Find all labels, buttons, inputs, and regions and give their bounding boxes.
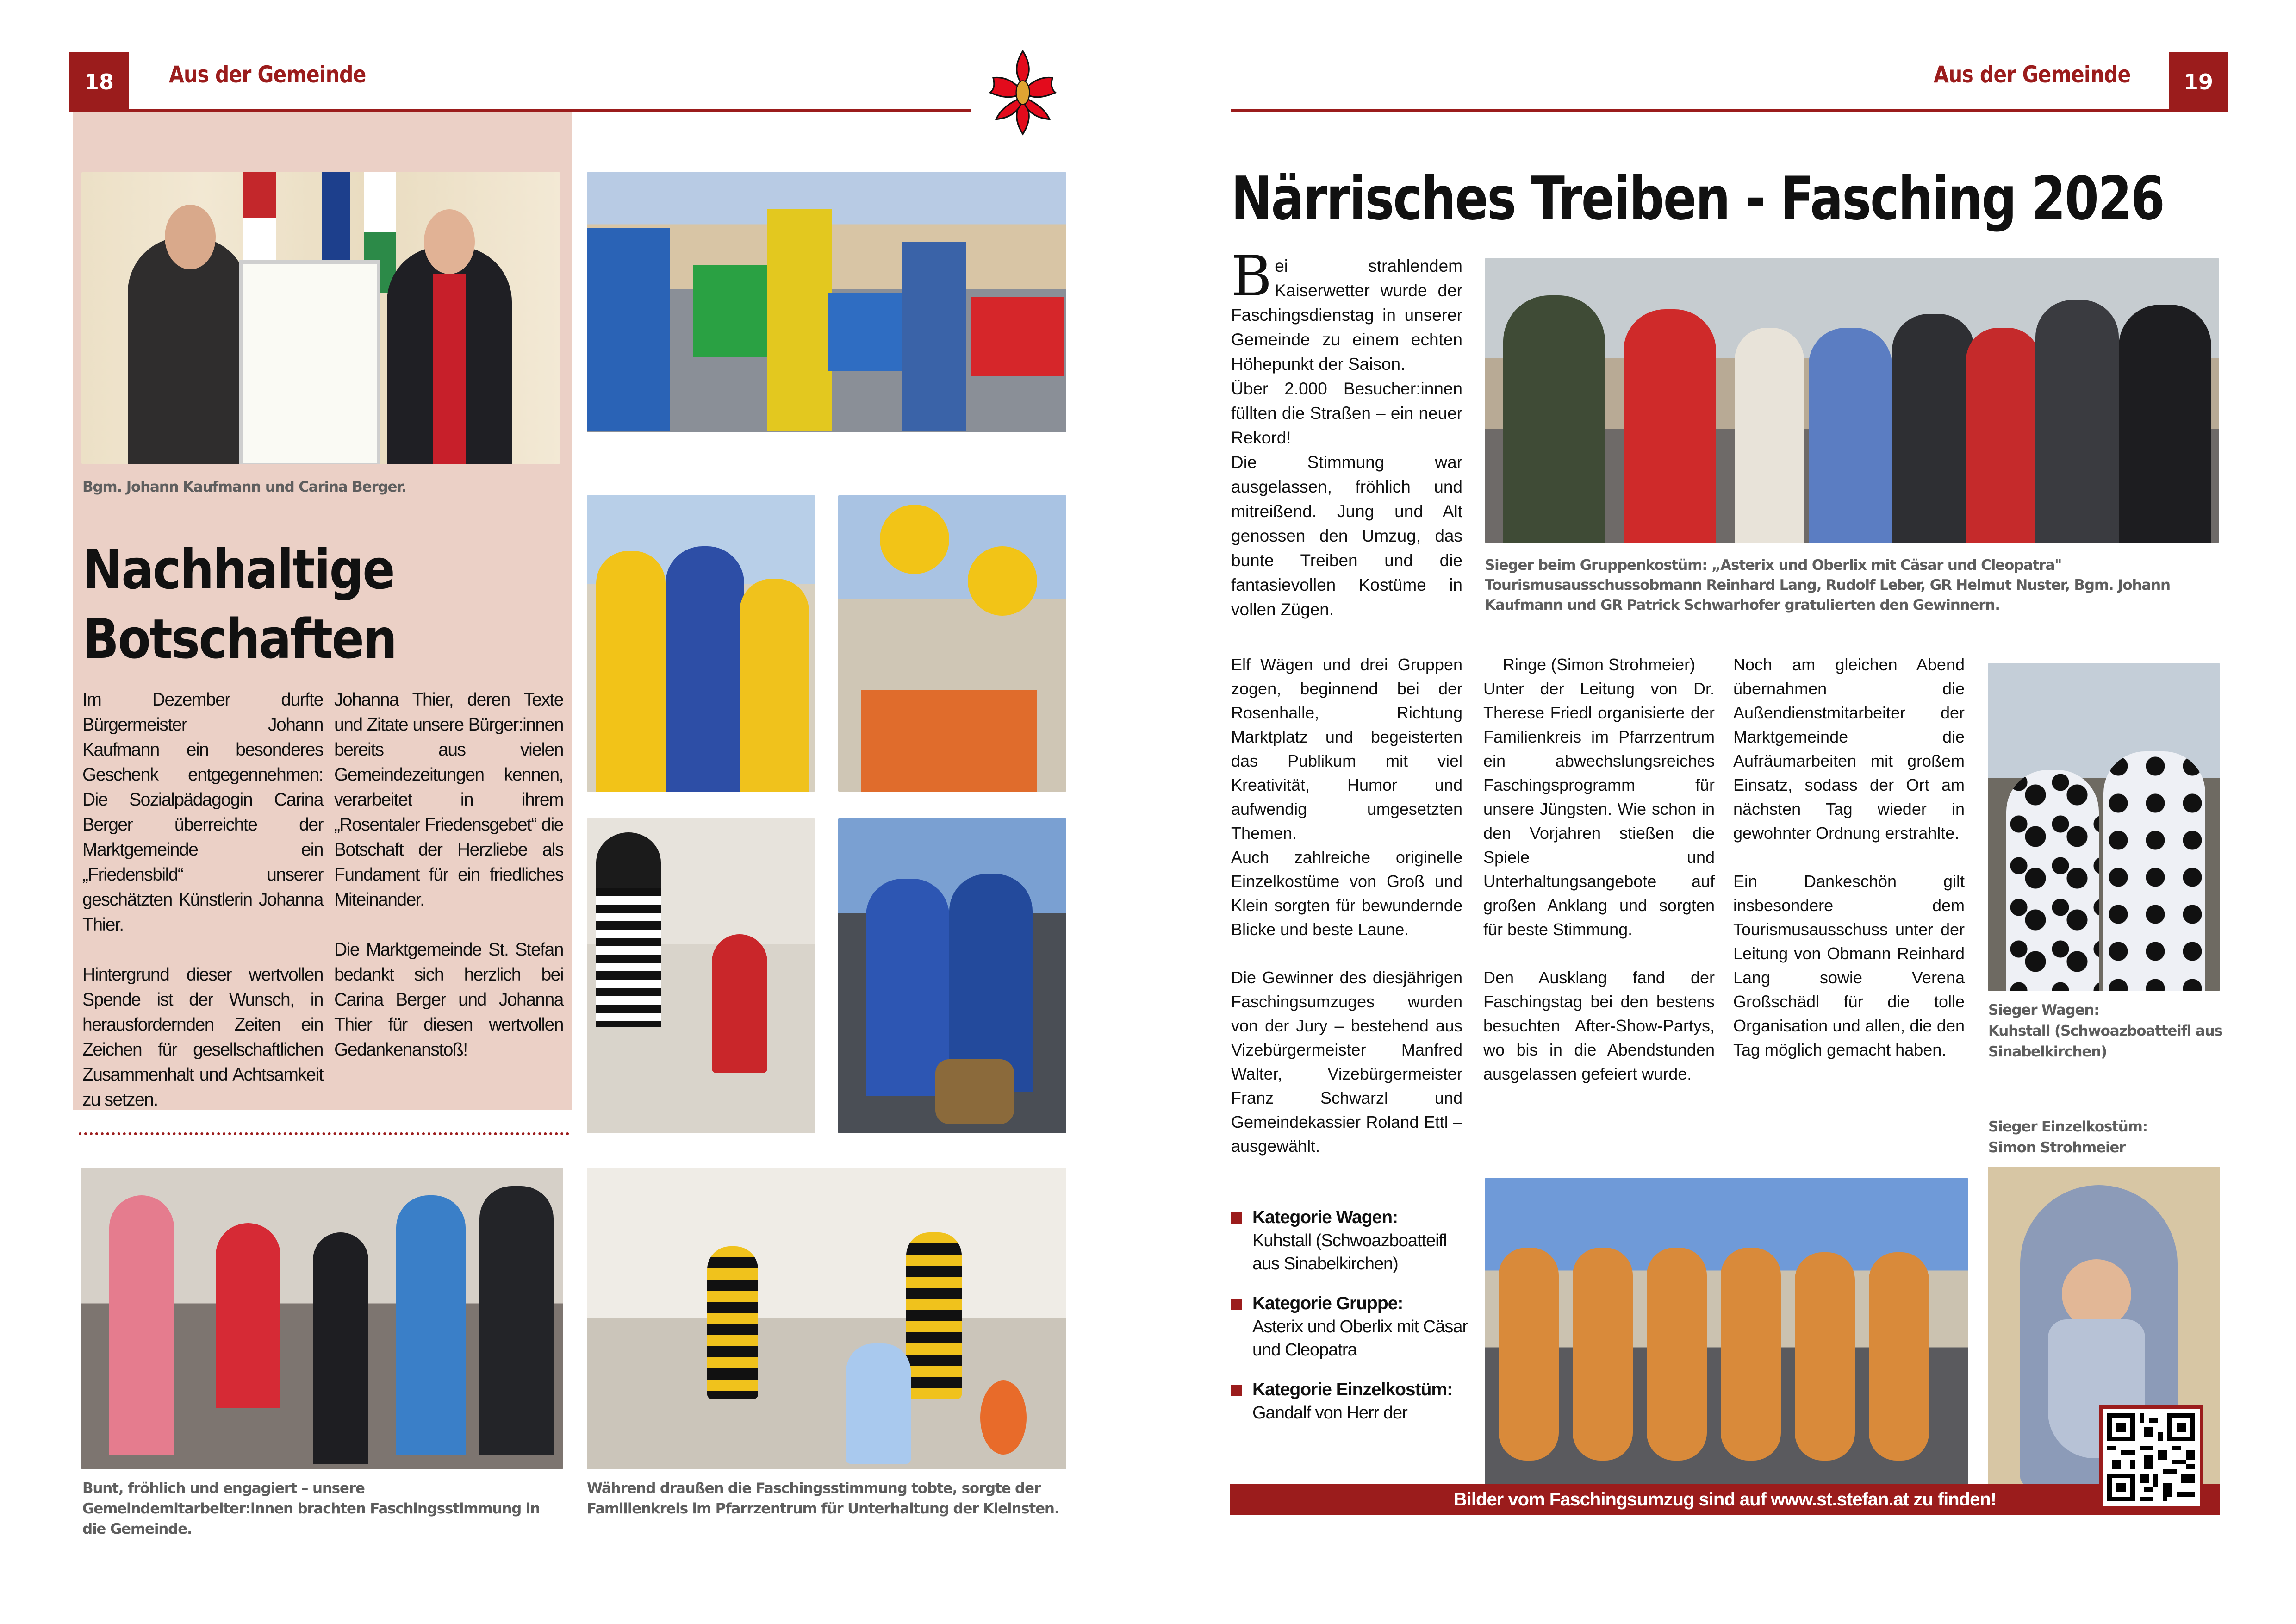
category-text: Asterix und Oberlix mit Cäsar und Cleopatra (1252, 1317, 1468, 1360)
article-paragraph: Hintergrund dieser wertvollen Spende ist der Wunsch, in herausfordernden Zeiten ein Zeichen für gesellschaftlichen Zusammenhalt und Achtsamkeit zu setzen. (82, 965, 323, 1110)
category-item (1231, 1378, 1472, 1424)
article-headline (82, 535, 396, 674)
staff-photo-caption: Bunt, fröhlich und engagiert – unsere Gemeindemitarbeiter:innen brachten Faschingsstimmung in die Gemeinde. (82, 1480, 540, 1537)
article-paragraph: Die Gewinner des diesjährigen Faschingsumzuges wurden von der Jury – bestehend aus Vizebürgermeister Manfred Walter, Vizebürgermeister Franz Schwarzl und Gemeindekassier Roland Ettl – ausgewählt. (1231, 968, 1462, 1156)
qr-code-icon[interactable] (2099, 1405, 2203, 1509)
square-bullet-icon (1231, 1212, 1242, 1224)
section-title-right: Aus der Gemeinde (1934, 61, 2131, 88)
einzel-caption-text: Simon Strohmeier (1988, 1139, 2126, 1156)
staff-costume-photo (81, 1168, 563, 1469)
category-title: Kategorie Einzelkostüm: (1252, 1380, 1453, 1399)
winner-categories (1231, 1206, 1472, 1441)
category-title: Kategorie Gruppe: (1252, 1293, 1403, 1313)
kids-party-photo (587, 818, 815, 1133)
article-paragraph: Auch zahlreiche originelle Einzelkostüme von Groß und Klein sorgten für bewundernde Blicke und beste Laune. (1231, 848, 1462, 939)
category-item (1231, 1206, 1472, 1275)
footer-banner (1230, 1484, 2220, 1515)
category-text: Gandalf von Herr der (1252, 1403, 1407, 1423)
headline-line-2: Botschaften (82, 607, 396, 671)
rose-emblem-icon (986, 46, 1060, 139)
category-text: Kuhstall (Schwoazboatteifl aus Sinabelkirchen) (1252, 1231, 1447, 1274)
kids-photo-caption: Während draußen die Faschingsstimmung tobte, sorgte der Familienkreis im Pfarrzentrum für Unterhaltung der Kleinsten. (587, 1480, 1059, 1517)
category-item (1231, 1292, 1472, 1362)
intro-paragraph: Bei strahlendem Kaiserwetter wurde der Faschingsdienstag in unserer Gemeinde zu einem echten Höhepunkt der Saison. (1231, 244, 1462, 374)
intro-text: ei strahlendem Kaiserwetter wurde der Faschingsdienstag in unserer Gemeinde zu einem echten Höhepunkt der Saison. (1231, 256, 1462, 374)
article-paragraph: Den Ausklang fand der Faschingstag bei den bestens besuchten After-Show-Partys, wo bis in die Abendstunden ausgelassen gefeiert wurde. (1483, 968, 1715, 1083)
intro-column (1231, 244, 1462, 622)
article-col-1 (1231, 653, 1462, 1158)
category-title: Kategorie Wagen: (1252, 1207, 1398, 1227)
article-column-2 (334, 687, 563, 1062)
hotdog-group-photo (1485, 1178, 1968, 1486)
article-paragraph: Die Marktgemeinde St. Stefan bedankt sich herzlich bei Carina Berger und Johanna Thier für diesen wertvollen Gedankenanstoß! (334, 940, 563, 1060)
group-caption-line-1: Sieger beim Gruppenkostüm: „Asterix und Oberlix mit Cäsar und Cleopatra" (1485, 557, 2062, 574)
article-paragraph: Johanna Thier, deren Texte und Zitate unsere Bürger:innen bereits aus vielen Gemeindezeitungen kennen, verarbeitet in ihrem „Rosentaler Friedensgebet“ die Botschaft der Herzliebe als Fundament für ein friedliches Miteinander. (334, 690, 563, 910)
page-number-left: 18 (69, 52, 129, 112)
wagen-caption-text: Kuhstall (Schwoazboatteifl aus Sinabelkirchen) (1988, 1023, 2222, 1060)
qr-pattern (2103, 1409, 2200, 1506)
group-winner-photo (1485, 258, 2219, 543)
header-rule-right (1231, 109, 2173, 112)
article-paragraph: Noch am gleichen Abend übernahmen die Außendienstmitarbeiter der Marktgemeinde die Aufräumarbeiten mit großem Einsatz, sodass der Ort am nächsten Tag wieder in gewohnter Ordnung erstrahlte. (1733, 655, 1965, 843)
article-paragraph: Ringe (Simon Strohmeier) (1502, 655, 1696, 674)
header-rule-left (129, 109, 971, 112)
footer-banner-text[interactable]: Bilder vom Faschingsumzug sind auf www.st.stefan.at zu finden! (1453, 1489, 1997, 1510)
square-bullet-icon (1231, 1385, 1242, 1396)
wagen-caption-title: Sieger Wagen: (1988, 1002, 2099, 1018)
section-title-left: Aus der Gemeinde (169, 61, 366, 88)
award-photo-caption: Bgm. Johann Kaufmann und Carina Berger. (82, 479, 406, 495)
group-caption-line-2: Tourismusausschussobmann Reinhard Lang, Rudolf Leber, GR Helmut Nuster, Bgm. Johann Kaufmann und GR Patrick Schwarhofer gratulierten den Gewinnern. (1485, 577, 2170, 613)
award-photo (81, 172, 560, 464)
page-headline: Närrisches Treiben - Fasching 2026 (1231, 164, 2164, 233)
minions-photo (587, 495, 815, 792)
article-paragraph: Unter der Leitung von Dr. Therese Friedl organisierte der Familienkreis im Pfarrzentrum ein abwechslungsreiches Faschingsprogramm für unsere Jüngsten. Wie schon in den Vorjahren stießen die Spiele und Unterhaltungsangebote auf großen Anklang und sorgten für beste Stimmung. (1483, 679, 1715, 939)
wagen-winner-caption (1988, 1000, 2229, 1062)
article-paragraph: Im Dezember durfte Bürgermeister Johann Kaufmann ein besonderes Geschenk entgegennehmen: Die Sozialpädagogin Carina Berger überreichte der Marktgemeinde ein „Friedensbild“ unserer geschätzten Künstlerin Johanna Thier. (82, 690, 323, 935)
group-winner-caption (1485, 556, 2225, 615)
einzel-winner-caption (1988, 1117, 2229, 1158)
article-col-2 (1483, 653, 1715, 1086)
article-col-3 (1733, 653, 1965, 1062)
intro-paragraph: Die Stimmung war ausgelassen, fröhlich und mitreißend. Jung und Alt genossen den Umzug, das bunte Treiben und die fantasievollen Kostüme in vollen Zügen. (1231, 453, 1462, 619)
article-paragraph: Elf Wägen und drei Gruppen zogen, beginnend bei der Rosenhalle, Richtung Marktplatz und begeisterten das Publikum mit viel Kreativität, Humor und aufwendig umgesetzten Themen. (1231, 655, 1462, 843)
headline-line-1: Nachhaltige (82, 537, 394, 601)
wagen-winner-photo (1988, 663, 2220, 991)
einzel-caption-title: Sieger Einzelkostüm: (1988, 1118, 2147, 1135)
article-column-1 (82, 687, 323, 1112)
intro-paragraph: Über 2.000 Besucher:innen füllten die Straßen – ein neuer Rekord! (1231, 379, 1462, 447)
article-paragraph: Ein Dankeschön gilt insbesondere dem Tourismusausschuss unter der Leitung von Obmann Reinhard Lang sowie Verena Großschädl für die tolle Organisation und allen, die den Tag möglich gemacht haben. (1733, 872, 1965, 1059)
square-bullet-icon (1231, 1299, 1242, 1310)
dotted-divider (79, 1132, 569, 1135)
kids-pfarrzentrum-photo (587, 1168, 1066, 1469)
sunflower-photo (838, 495, 1066, 792)
carwash-group-photo (587, 172, 1066, 432)
hockey-costume-photo (838, 818, 1066, 1133)
page-number-right: 19 (2169, 52, 2228, 112)
